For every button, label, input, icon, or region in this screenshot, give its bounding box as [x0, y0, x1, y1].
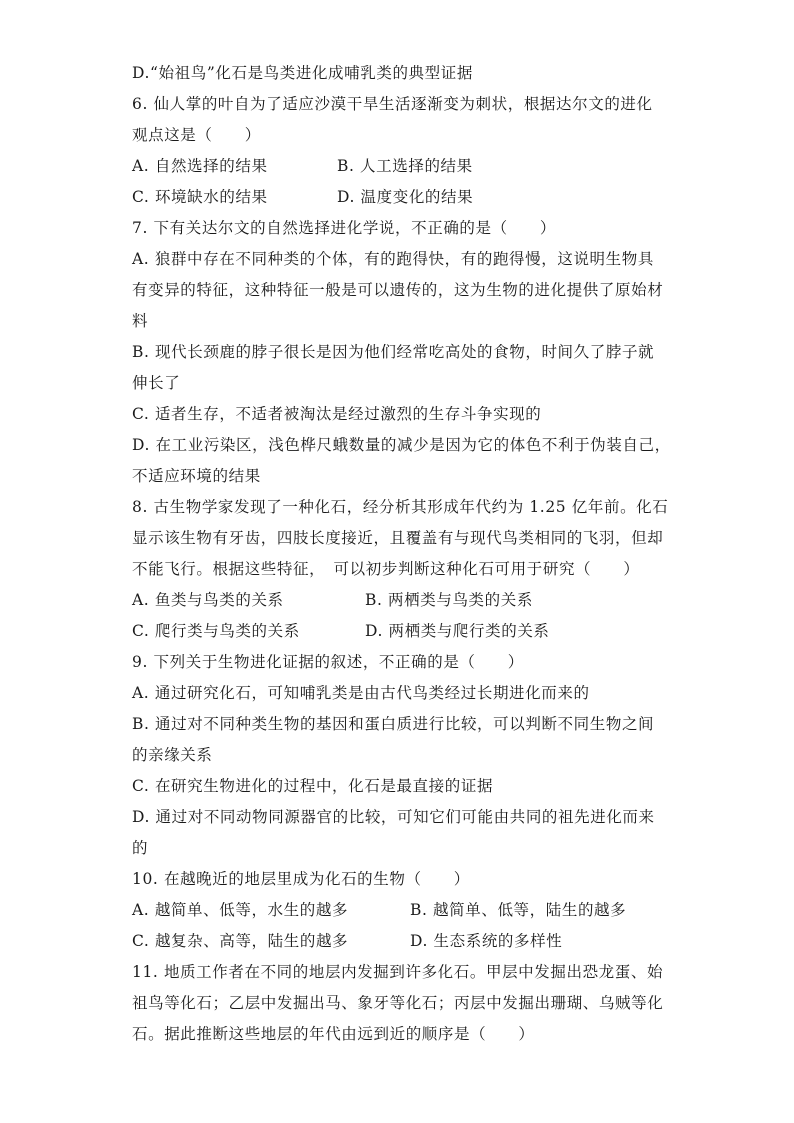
q8-stem-line2: 显示该生物有牙齿，四肢长度接近，且覆盖有与现代鸟类相同的飞羽，但却 [132, 529, 664, 547]
q7-option-b-line1: B. 现代长颈鹿的脖子很长是因为他们经常吃高处的食物，时间久了脖子就 [132, 343, 655, 361]
q7-option-c: C. 适者生存，不适者被淘汰是经过激烈的生存斗争实现的 [132, 405, 542, 423]
q6-option-b: B. 人工选择的结果 [337, 157, 473, 175]
q10-options-cd [132, 926, 672, 957]
q10-option-d: D. 生态系统的多样性 [410, 932, 563, 950]
exam-page [132, 58, 672, 1050]
q8-stem-line1: 8. 古生物学家发现了一种化石，经分析其形成年代约为 1.25 亿年前。化石 [132, 498, 669, 516]
q8-options-cd [132, 616, 672, 647]
q10-option-a: A. 越简单、低等，水生的越多 [132, 901, 349, 919]
q9-option-d-line1: D. 通过对不同动物同源器官的比较，可知它们可能由共同的祖先进化而来 [132, 808, 655, 826]
q6-option-c: C. 环境缺水的结果 [132, 188, 268, 206]
q7-option-a-line1: A. 狼群中存在不同种类的个体，有的跑得快，有的跑得慢，这说明生物具 [132, 250, 654, 268]
q6-option-a: A. 自然选择的结果 [132, 157, 268, 175]
q7-option-d-line2: 不适应环境的结果 [132, 467, 261, 485]
q7-option-b-line2: 伸长了 [132, 374, 181, 392]
q9-option-c: C. 在研究生物进化的过程中，化石是最直接的证据 [132, 777, 494, 795]
q7-option-d-line1: D. 在工业污染区，浅色桦尺蛾数量的减少是因为它的体色不利于伪装自己， [132, 436, 671, 454]
q5-option-d: D.“始祖鸟”化石是鸟类进化成哺乳类的典型证据 [132, 64, 473, 82]
q9-option-d-line2: 的 [132, 839, 149, 857]
q10-option-b: B. 越简单、低等，陆生的越多 [410, 901, 627, 919]
q8-option-c: C. 爬行类与鸟类的关系 [132, 622, 300, 640]
q6-option-d: D. 温度变化的结果 [337, 188, 474, 206]
q6-options-cd [132, 182, 672, 213]
q9-stem: 9. 下列关于生物进化证据的叙述，不正确的是（ ） [132, 653, 524, 671]
q9-option-b-line2: 的亲缘关系 [132, 746, 213, 764]
q11-stem-line2: 祖鸟等化石；乙层中发掘出马、象牙等化石；丙层中发掘出珊瑚、乌贼等化 [132, 994, 664, 1012]
q9-option-a: A. 通过研究化石，可知哺乳类是由古代鸟类经过长期进化而来的 [132, 684, 590, 702]
q10-option-c: C. 越复杂、高等，陆生的越多 [132, 932, 349, 950]
q8-option-d: D. 两栖类与爬行类的关系 [365, 622, 550, 640]
q8-options-ab [132, 585, 672, 616]
q8-option-b: B. 两栖类与鸟类的关系 [365, 591, 533, 609]
q11-stem-line3: 石。据此推断这些地层的年代由远到近的顺序是（ ） [132, 1025, 535, 1043]
q7-option-a-line3: 料 [132, 312, 149, 330]
q8-option-a: A. 鱼类与鸟类的关系 [132, 591, 284, 609]
q6-options-ab [132, 151, 672, 182]
q7-stem: 7. 下有关达尔文的自然选择进化学说，不正确的是（ ） [132, 219, 557, 237]
q8-stem-line3: 不能飞行。根据这些特征， 可以初步判断这种化石可用于研究（ ） [132, 560, 640, 578]
q7-option-a-line2: 有变异的特征，这种特征一般是可以遗传的，这为生物的进化提供了原始材 [132, 281, 664, 299]
q9-option-b-line1: B. 通过对不同种类生物的基因和蛋白质进行比较，可以判断不同生物之间 [132, 715, 655, 733]
q6-stem-line2: 观点这是（ ） [132, 126, 261, 144]
q6-stem-line1: 6. 仙人掌的叶自为了适应沙漠干旱生活逐渐变为刺状，根据达尔文的进化 [132, 95, 653, 113]
q10-options-ab [132, 895, 672, 926]
q10-stem: 10. 在越晚近的地层里成为化石的生物（ ） [132, 870, 470, 888]
q11-stem-line1: 11. 地质工作者在不同的地层内发掘到许多化石。甲层中发掘出恐龙蛋、始 [132, 963, 664, 981]
